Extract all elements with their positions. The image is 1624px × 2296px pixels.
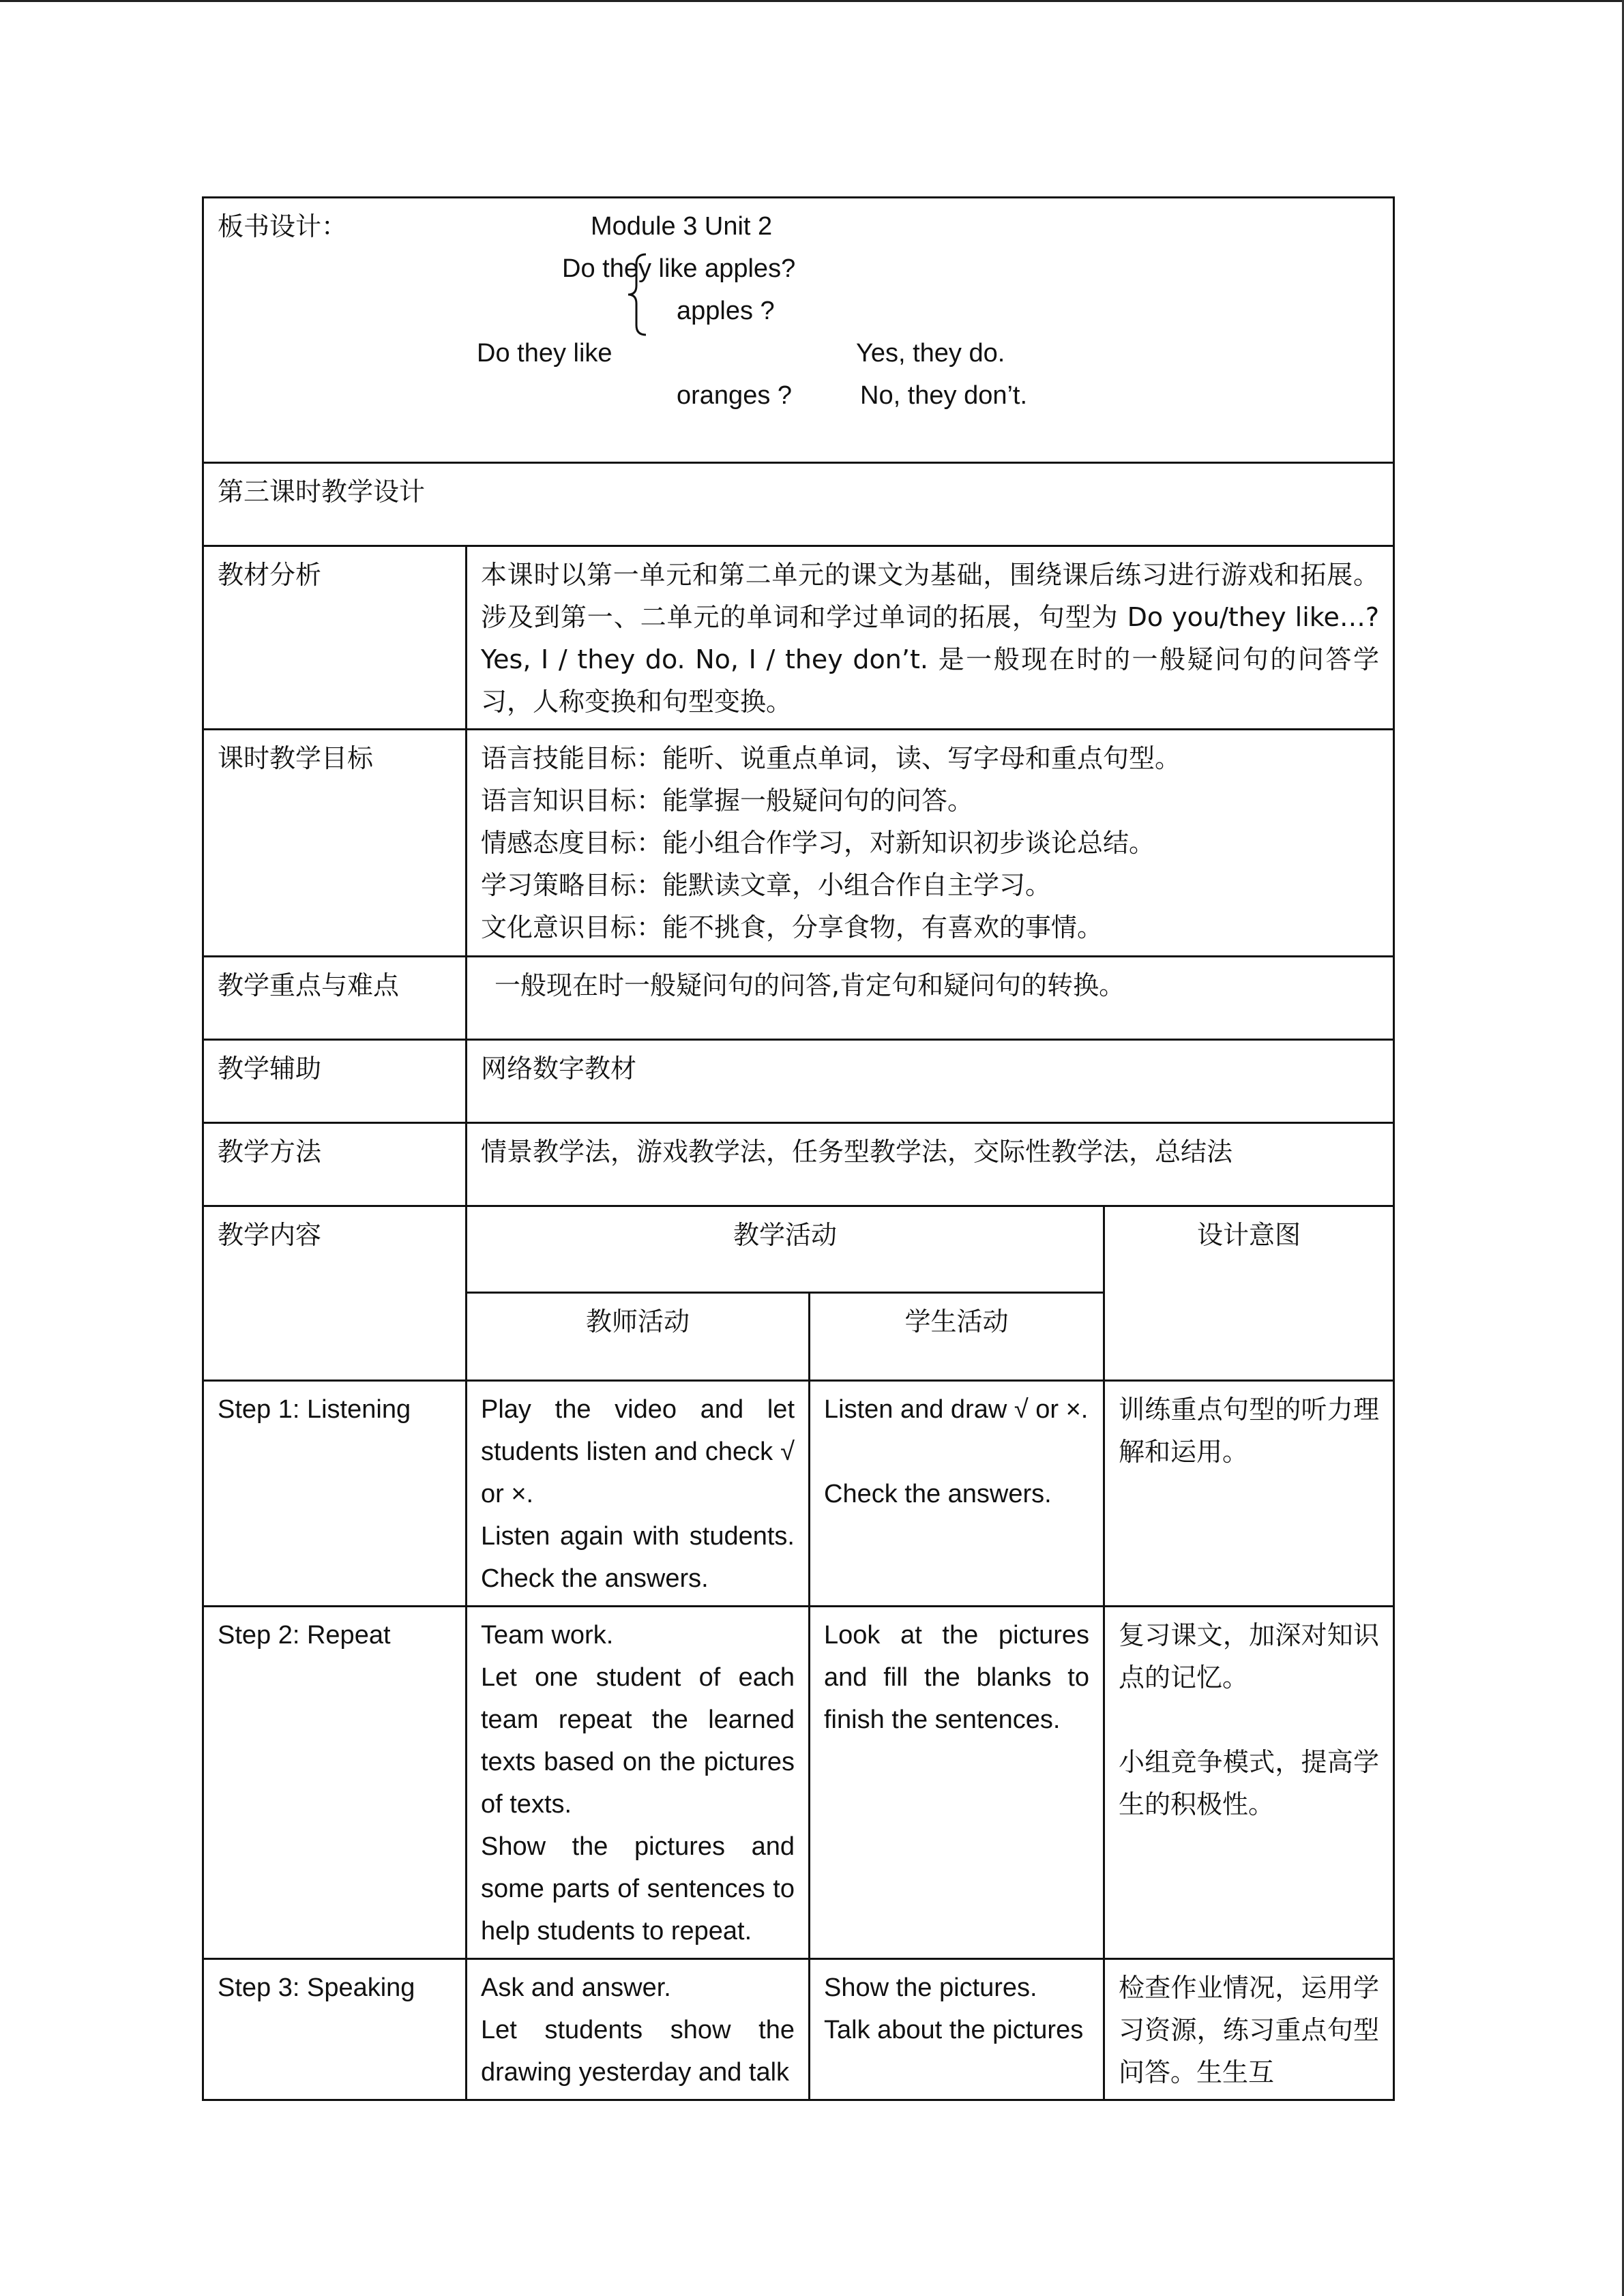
step-label: Step 1: Listening <box>218 1395 411 1424</box>
teacher-activity: Ask and answer. <box>481 1973 671 2002</box>
teacher-activity: Play the video and let students listen and check √ or ×. <box>481 1395 795 1508</box>
header-student: 学生活动 <box>904 1307 1009 1337</box>
design-intent: 训练重点句型的听力理解和运用。 <box>1119 1395 1379 1467</box>
student-activity: Listen and draw √ or ×. <box>824 1395 1089 1424</box>
header-row <box>203 1206 1394 1293</box>
teacher-activity: Listen again with students. Check the answers. <box>481 1522 795 1593</box>
header-intent: 设计意图 <box>1196 1220 1301 1250</box>
design-intent: 检查作业情况，运用学习资源，练习重点句型问答。生生互 <box>1119 1973 1379 2087</box>
methods-text: 情景教学法，游戏教学法，任务型教学法，交际性教学法，总结法 <box>481 1137 1233 1167</box>
teacher-activity: Team work. <box>481 1621 614 1650</box>
goals-row <box>203 730 1394 957</box>
board-label: 板书设计： <box>218 211 348 241</box>
board-design <box>218 205 1379 452</box>
aids-row <box>203 1040 1394 1123</box>
board-title: Module 3 Unit 2 <box>591 212 773 241</box>
goal-line: 文化意识目标：能不挑食，分享食物，有喜欢的事情。 <box>481 912 1104 942</box>
methods-label: 教学方法 <box>218 1137 322 1167</box>
board-answer-no: No, they don’t. <box>860 381 1028 410</box>
keypoints-text: 一般现在时一般疑问句的问答,肯定句和疑问句的转换。 <box>494 970 1125 1000</box>
analysis-text: 本课时以第一单元和第二单元的课文为基础，围绕课后练习进行游戏和拓展。涉及到第一、二单元的单词和学过单词的拓展，句型为 Do you/they like…? Yes, I / they do. No, I / they don’t. 是一般现在时的一般疑问句的问答学习，人称变换和句型变换。 <box>481 560 1379 717</box>
header-activities: 教学活动 <box>733 1220 837 1250</box>
curly-brace-icon <box>627 253 647 336</box>
header-content: 教学内容 <box>218 1220 322 1250</box>
page-top-border <box>0 0 1624 2</box>
board-question: Do they like apples? <box>562 254 796 283</box>
goals-label: 课时教学目标 <box>218 743 374 773</box>
student-activity: Check the answers. <box>824 1480 1052 1508</box>
teacher-activity: Show the pictures and some parts of sentences to help students to repeat. <box>481 1832 795 1945</box>
goal-line: 语言技能目标：能听、说重点单词，读、写字母和重点句型。 <box>481 743 1181 773</box>
keypoints-row <box>203 957 1394 1040</box>
goal-line: 情感态度目标：能小组合作学习，对新知识初步谈论总结。 <box>481 828 1155 858</box>
keypoints-label: 教学重点与难点 <box>218 970 400 1000</box>
section-title: 第三课时教学设计 <box>218 477 426 507</box>
aids-text: 网络数字教材 <box>481 1054 637 1084</box>
teacher-activity: Let one student of each team repeat the learned texts based on the pictures of texts. <box>481 1663 795 1819</box>
analysis-row <box>203 546 1394 730</box>
board-item-oranges: oranges ? <box>677 381 793 410</box>
goal-line: 语言知识目标：能掌握一般疑问句的问答。 <box>481 786 974 816</box>
lesson-plan-table <box>202 196 1395 2101</box>
step-row <box>203 1607 1394 1959</box>
design-intent: 小组竞争模式，提高学生的积极性。 <box>1119 1747 1379 1819</box>
board-item-apples: apples ? <box>677 297 775 325</box>
step-label: Step 3: Speaking <box>218 1973 415 2002</box>
section-title-row <box>203 463 1394 546</box>
step-row <box>203 1381 1394 1607</box>
header-teacher: 教师活动 <box>585 1307 690 1337</box>
student-activity: Show the pictures. <box>824 1973 1037 2002</box>
analysis-label: 教材分析 <box>218 560 322 590</box>
methods-row <box>203 1123 1394 1206</box>
step-row <box>203 1959 1394 2100</box>
board-stem: Do they like <box>477 339 612 368</box>
aids-label: 教学辅助 <box>218 1054 322 1084</box>
board-design-row <box>203 198 1394 463</box>
design-intent: 复习课文，加深对知识点的记忆。 <box>1119 1620 1379 1693</box>
teacher-activity: Let students show the drawing yesterday and talk <box>481 2016 795 2087</box>
board-answer-yes: Yes, they do. <box>856 339 1005 368</box>
goal-line: 学习策略目标：能默读文章，小组合作自主学习。 <box>481 870 1052 900</box>
step-label: Step 2: Repeat <box>218 1621 391 1650</box>
student-activity: Look at the pictures and fill the blanks to finish the sentences. <box>824 1621 1089 1734</box>
student-activity: Talk about the pictures <box>824 2016 1084 2044</box>
